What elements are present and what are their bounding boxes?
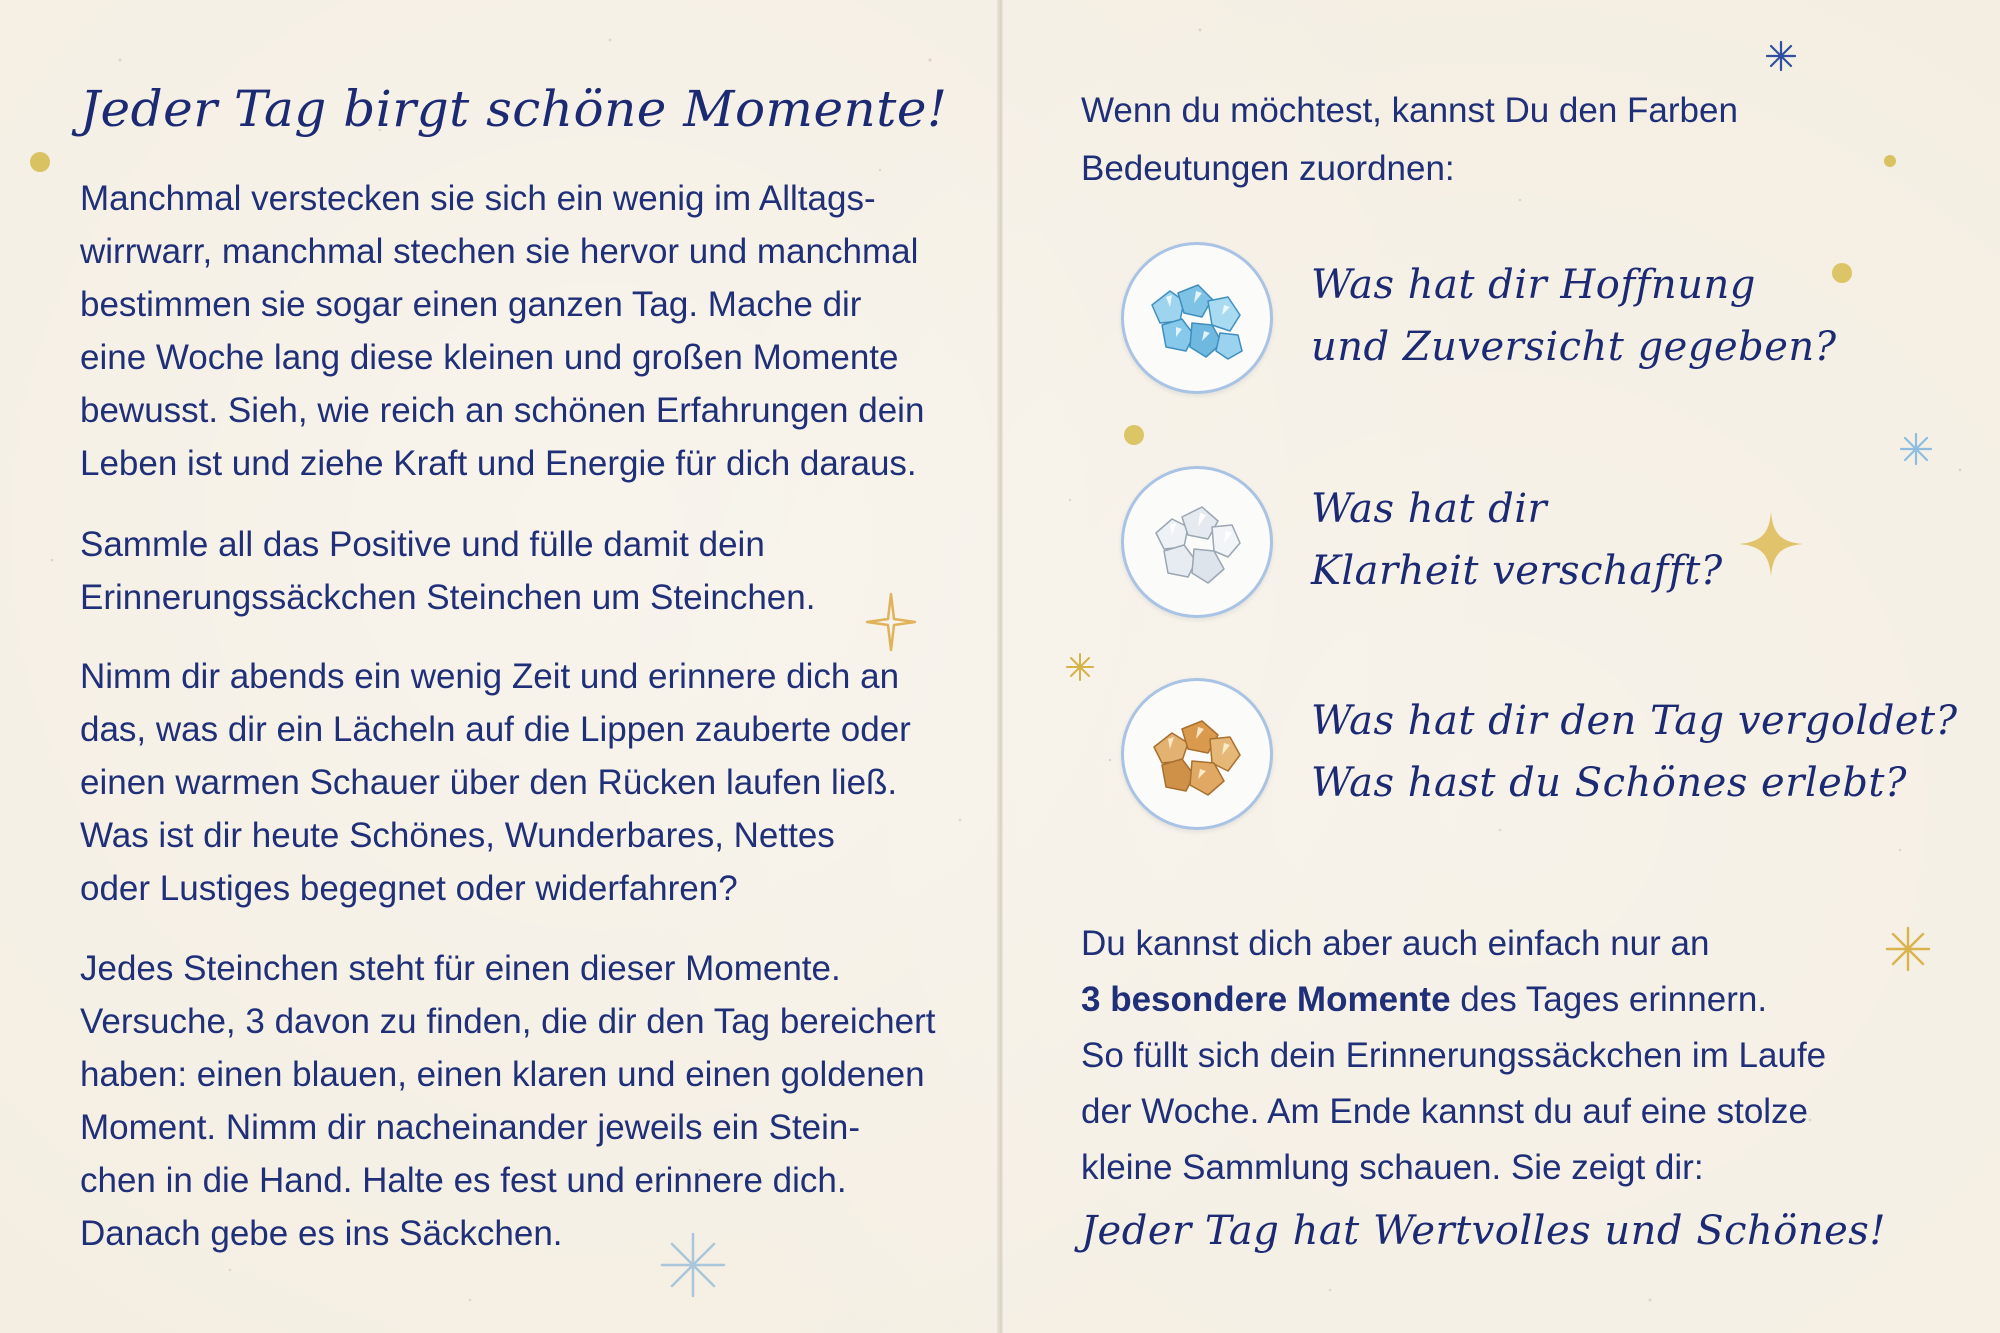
gold-dot-icon [1123, 424, 1145, 446]
text-line: Was ist dir heute Schönes, Wunderbares, Nettes [80, 816, 835, 855]
text-line: der Woche. Am Ende kannst du auf eine stolze [1081, 1092, 1809, 1131]
question-line: Was hat dir den Tag vergoldet? [1311, 698, 1958, 744]
text-line: das, was dir ein Lächeln auf die Lippen zauberte oder [80, 710, 911, 749]
blue-gem-image [1121, 242, 1273, 394]
text-line: Nimm dir abends ein wenig Zeit und erinnere dich an [80, 657, 900, 696]
text-line: Erinnerungssäckchen Steinchen um Steinchen. [80, 578, 816, 617]
question-line: Was hat dir Hoffnung [1311, 262, 1756, 308]
blue-star-icon [1765, 40, 1797, 72]
question-clarity [1311, 478, 1723, 602]
stone-row-clear [1121, 466, 1981, 626]
text-line: Bedeutungen zuordnen: [1081, 149, 1455, 188]
question-line: Was hat dir [1311, 486, 1548, 532]
highlight-bold: 3 besondere Momente [1081, 980, 1451, 1019]
paragraph-evening [80, 650, 960, 915]
text-line: Moment. Nimm dir nacheinander jeweils ein Stein- [80, 1108, 861, 1147]
paragraph-stones [80, 942, 960, 1260]
gold-sparkle-icon [865, 592, 917, 652]
text-line: Jedes Steinchen steht für einen dieser Momente. [80, 949, 841, 988]
text-line: Leben ist und ziehe Kraft und Energie für dich daraus. [80, 444, 917, 483]
blue-star-icon [658, 1230, 728, 1300]
clear-gem-image [1121, 466, 1273, 618]
gold-star-icon [1065, 652, 1095, 682]
text-line: haben: einen blauen, einen klaren und einen goldenen [80, 1055, 925, 1094]
question-line: Klarheit verschafft? [1311, 548, 1723, 594]
text-line: einen warmen Schauer über den Rücken laufen ließ. [80, 763, 898, 802]
stone-row-gold [1121, 678, 1981, 838]
closing-line: Jeder Tag hat Wertvolles und Schönes! [1081, 1208, 1886, 1254]
gold-star-icon [1885, 926, 1931, 972]
question-line: und Zuversicht gegeben? [1311, 324, 1837, 370]
text-line: Sammle all das Positive und fülle damit dein [80, 525, 765, 564]
page-heading: Jeder Tag birgt schöne Momente! [80, 80, 948, 138]
text-line: oder Lustiges begegnet oder widerfahren? [80, 869, 738, 908]
text-line: Du kannst dich aber auch einfach nur an [1081, 924, 1710, 963]
question-hope [1311, 254, 1837, 378]
paragraph-intro [80, 172, 960, 490]
text-line: eine Woche lang diese kleinen und großen Momente [80, 338, 899, 377]
gold-gem-image [1121, 678, 1273, 830]
intro-text [1081, 82, 1941, 198]
text-line: Wenn du möchtest, kannst Du den Farben [1081, 91, 1738, 130]
text-line: Manchmal verstecken sie sich ein wenig im Alltags- [80, 179, 876, 218]
gold-dot-icon [1831, 262, 1853, 284]
text-line: So füllt sich dein Erinnerungssäckchen im Laufe [1081, 1036, 1827, 1075]
text-line: kleine Sammlung schauen. Sie zeigt dir: [1081, 1148, 1704, 1187]
left-page [0, 0, 997, 1333]
gold-dot-icon [1883, 154, 1897, 168]
text-line: Danach gebe es ins Säckchen. [80, 1214, 563, 1253]
gold-dot-icon [28, 150, 52, 174]
text-line: wirrwarr, manchmal stechen sie hervor und manchmal [80, 232, 919, 271]
text-line: Versuche, 3 davon zu finden, die dir den Tag bereichert [80, 1002, 936, 1041]
text-line: chen in die Hand. Halte es fest und erinnere dich. [80, 1161, 847, 1200]
question-line: Was hast du Schönes erlebt? [1311, 760, 1907, 806]
text-line: bewusst. Sieh, wie reich an schönen Erfahrungen dein [80, 391, 925, 430]
text-line: bestimmen sie sogar einen ganzen Tag. Mache dir [80, 285, 862, 324]
paragraph-collect [80, 518, 960, 624]
blue-star-icon [1899, 432, 1933, 466]
gold-sparkle-icon [1737, 510, 1805, 578]
question-golden [1311, 690, 1958, 814]
right-page [1003, 0, 2000, 1333]
outro-text [1081, 916, 1941, 1196]
text-line: des Tages erinnern. [1450, 980, 1768, 1019]
